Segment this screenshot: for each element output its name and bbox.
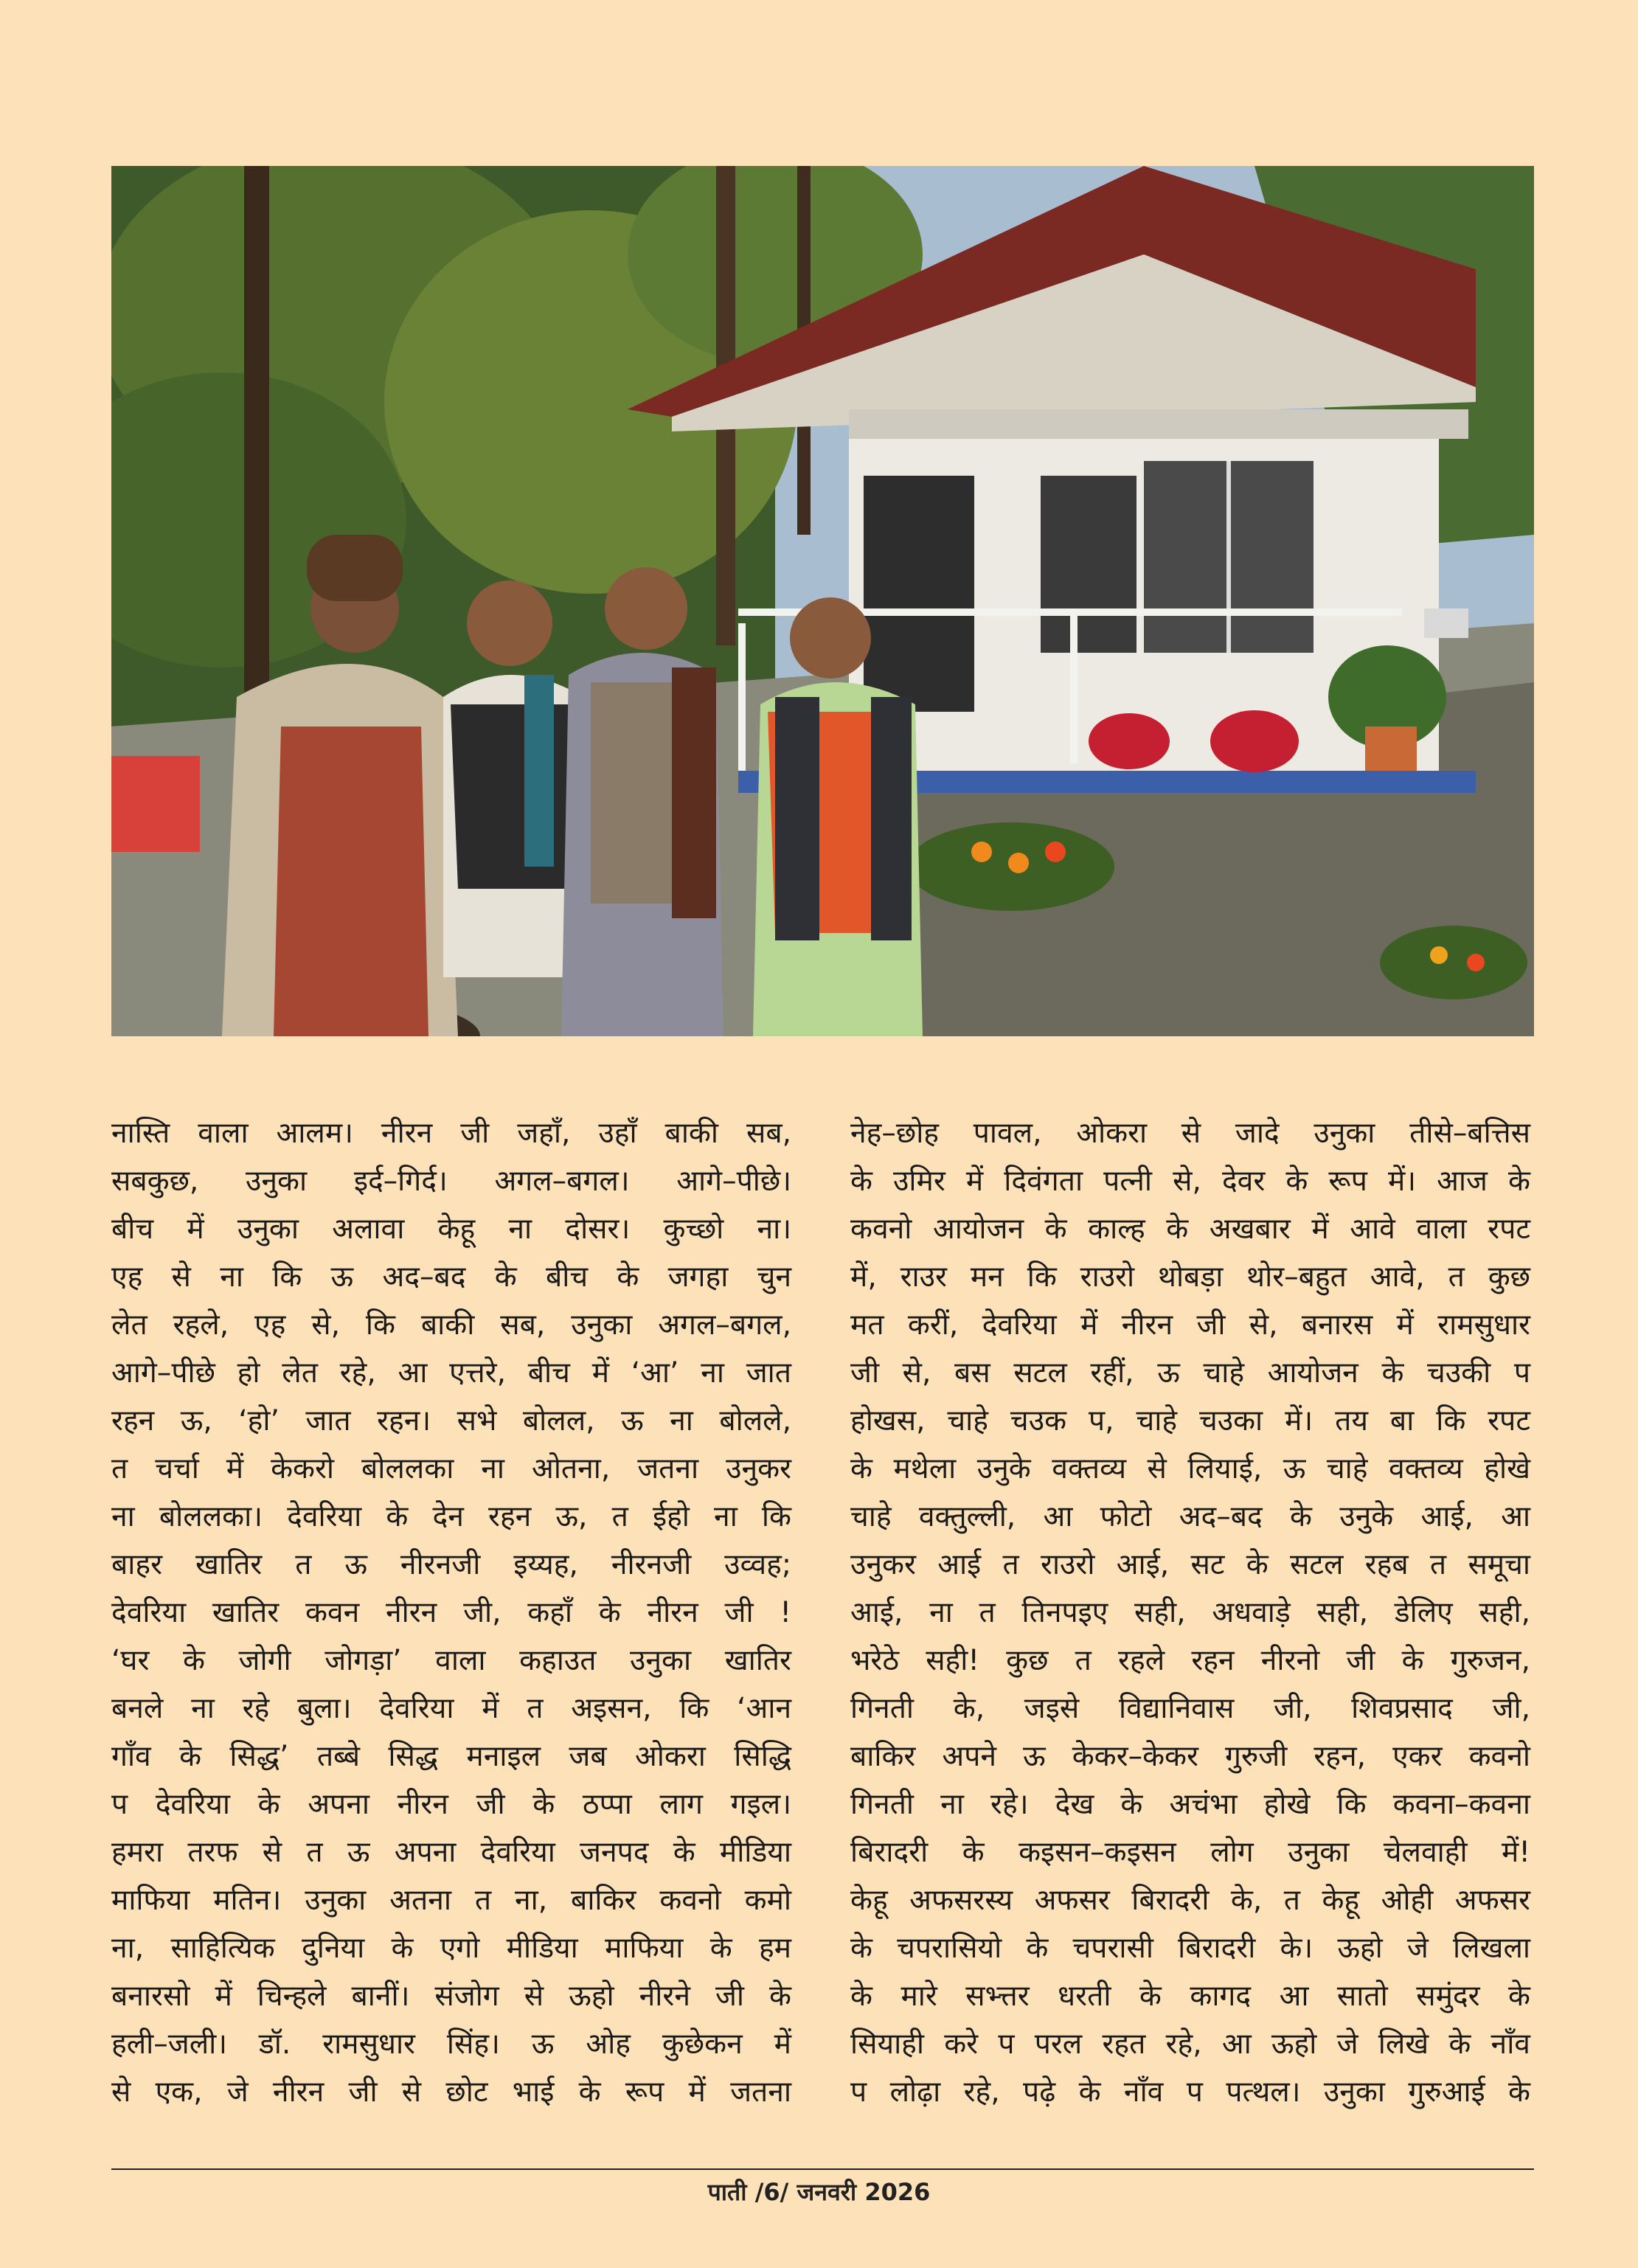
- text-line: गाँव के सिद्ध’ तब्बे सिद्ध मनाइल जब ओकरा सिद्धि: [111, 1740, 791, 1773]
- text-line: त चर्चा में केकरो बोललका ना ओतना, जतना उनुकर: [111, 1452, 791, 1485]
- text-line: में, राउर मन कि राउरो थोबड़ा थोर–बहुत आवे, त कुछ: [850, 1260, 1530, 1294]
- text-line: एह से ना कि ऊ अद–बद के बीच के जगहा चुन: [111, 1260, 791, 1294]
- text-line: चाहे वक्तुल्ली, आ फोटो अद–बद के उनुके आई, आ: [850, 1500, 1530, 1533]
- text-line: प लोढ़ा रहे, पढ़े के नाँव प पत्थल। उनुका गुरुआई के: [850, 2075, 1530, 2109]
- text-line: बनले ना रहे बुला। देवरिया में त अइसन, कि ‘आन: [111, 1692, 791, 1725]
- text-line: माफिया मतिन। उनुका अतना त ना, बाकिर कवनो कमो: [111, 1884, 791, 1917]
- text-line: ना, साहित्यिक दुनिया के एगो मीडिया माफिया के हम: [111, 1932, 791, 1965]
- text-line: बाहर खातिर त ऊ नीरनजी इय्यह, नीरनजी उव्वह;: [111, 1548, 791, 1581]
- text-line: ना बोललका। देवरिया के देन रहन ऊ, त ईहो ना कि: [111, 1500, 791, 1533]
- text-line: कवनो आयोजन के काल्ह के अखबार में आवे वाला रपट: [850, 1213, 1530, 1246]
- text-line: जी से, बस सटल रहीं, ऊ चाहे आयोजन के चउकी प: [850, 1356, 1530, 1390]
- text-line: बाकिर अपने ऊ केकर–केकर गुरुजी रहन, एकर कवनो: [850, 1740, 1530, 1773]
- text-line: बिरादरी के कइसन–कइसन लोग उनुका चेलवाही में!: [850, 1836, 1530, 1869]
- text-line: प देवरिया के अपना नीरन जी के ठप्पा लाग गइल।: [111, 1788, 791, 1821]
- text-line: भरेठे सही! कुछ त रहले रहन नीरनो जी के गुरुजन,: [850, 1644, 1530, 1677]
- text-line: उनुकर आई त राउरो आई, सट के सटल रहब त समूचा: [850, 1548, 1530, 1581]
- article-column-left: [111, 1109, 791, 2116]
- text-line: आई, ना त तिनपइए सही, अधवाड़े सही, डेलिए सही,: [850, 1596, 1530, 1629]
- article-photo: [111, 166, 1534, 1036]
- article-column-right: [850, 1109, 1530, 2116]
- text-line: सियाही करे प परल रहत रहे, आ ऊहो जे लिखे के नाँव: [850, 2028, 1530, 2061]
- photo-four-men-in-front-of-cottage-icon: [111, 166, 1534, 1036]
- text-line: सबकुछ, उनुका इर्द–गिर्द। अगल–बगल। आगे–पीछे।: [111, 1165, 791, 1198]
- text-line: से एक, जे नीरन जी से छोट भाई के रूप में जतना: [111, 2075, 791, 2109]
- text-line: देवरिया खातिर कवन नीरन जी, कहाँ के नीरन जी !: [111, 1596, 791, 1629]
- text-line: ‘घर के जोगी जोगड़ा’ वाला कहाउत उनुका खातिर: [111, 1644, 791, 1677]
- text-line: केहू अफसरस्य अफसर बिरादरी के, त केहू ओही अफसर: [850, 1884, 1530, 1917]
- text-line: गिनती ना रहे। देख के अचंभा होखे कि कवना–कवना: [850, 1788, 1530, 1821]
- text-line: नास्ति वाला आलम। नीरन जी जहाँ, उहाँ बाकी सब,: [111, 1117, 791, 1150]
- text-line: बनारसो में चिन्हले बानीं। संजोग से ऊहो नीरने जी के: [111, 1980, 791, 2013]
- text-line: गिनती के, जइसे विद्यानिवास जी, शिवप्रसाद जी,: [850, 1692, 1530, 1725]
- text-line: के मथेला उनुके वक्तव्य से लियाई, ऊ चाहे वक्तव्य होखे: [850, 1452, 1530, 1485]
- text-line: के उमिर में दिवंगता पत्नी से, देवर के रूप में। आज के: [850, 1165, 1530, 1198]
- text-line: रहन ऊ, ‘हो’ जात रहन। सभे बोलल, ऊ ना बोलले,: [111, 1404, 791, 1438]
- text-line: के मारे सभ्त्तर धरती के कागद आ सातो समुंदर के: [850, 1980, 1530, 2013]
- footer-divider: [111, 2168, 1534, 2170]
- text-line: मत करीं, देवरिया में नीरन जी से, बनारस में रामसुधार: [850, 1308, 1530, 1342]
- text-line: के चपरासियो के चपरासी बिरादरी के। ऊहो जे लिखला: [850, 1932, 1530, 1965]
- page-footer: पाती /6/ जनवरी 2026: [707, 2178, 931, 2206]
- text-line: हली–जली। डॉ. रामसुधार सिंह। ऊ ओह कुछेकन में: [111, 2028, 791, 2061]
- text-line: आगे–पीछे हो लेत रहे, आ एत्तरे, बीच में ‘आ’ ना जात: [111, 1356, 791, 1390]
- text-line: हमरा तरफ से त ऊ अपना देवरिया जनपद के मीडिया: [111, 1836, 791, 1869]
- text-line: बीच में उनुका अलावा केहू ना दोसर। कुच्छो ना।: [111, 1213, 791, 1246]
- text-line: लेत रहले, एह से, कि बाकी सब, उनुका अगल–बगल,: [111, 1308, 791, 1342]
- text-line: नेह–छोह पावल, ओकरा से जादे उनुका तीसे–बत्तिस: [850, 1117, 1530, 1150]
- text-line: होखस, चाहे चउक प, चाहे चउका में। तय बा कि रपट: [850, 1404, 1530, 1438]
